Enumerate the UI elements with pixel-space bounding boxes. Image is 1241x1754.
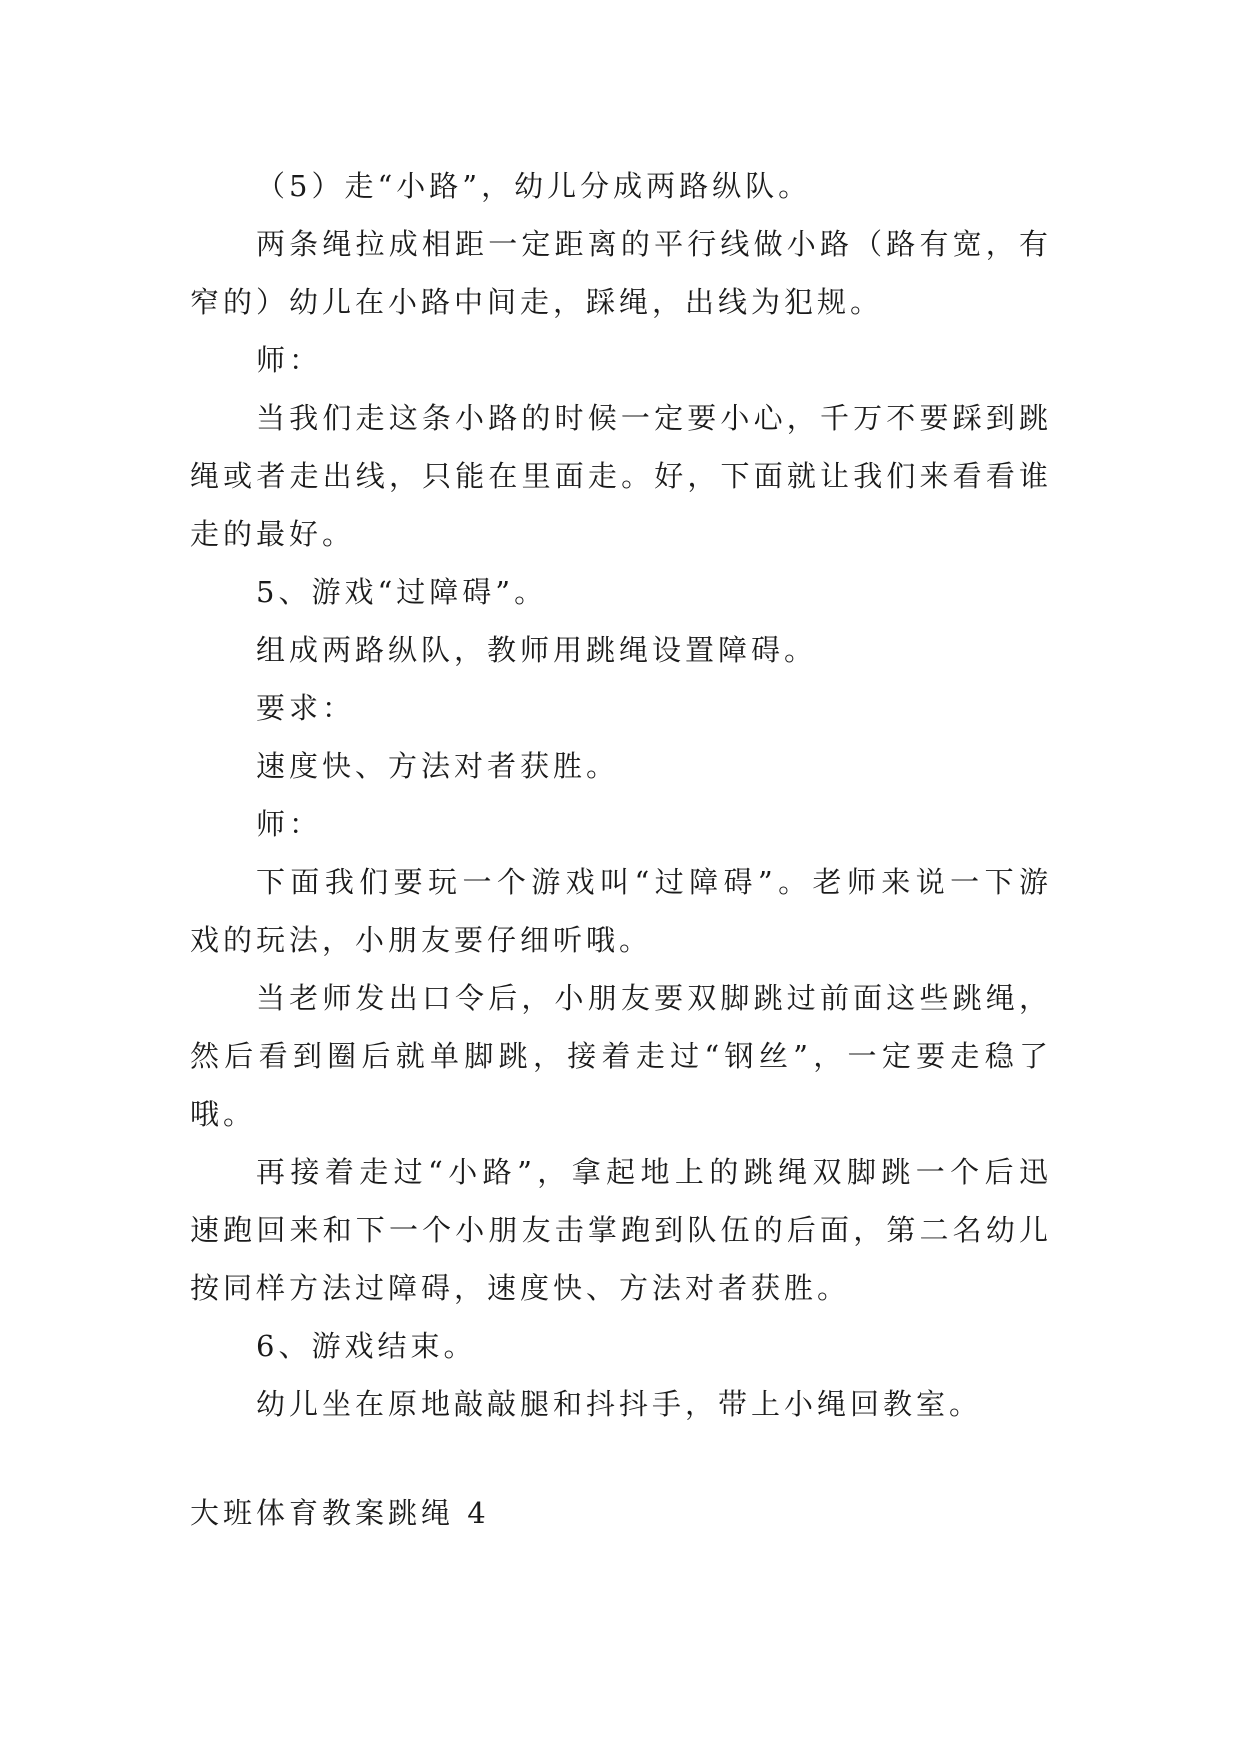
section-heading: 大班体育教案跳绳 4 <box>190 1496 490 1530</box>
paragraph-requirements-label: 要求： <box>256 691 356 725</box>
paragraph-cooldown: 幼儿坐在原地敲敲腿和抖抖手，带上小绳回教室。 <box>256 1387 983 1421</box>
paragraph-walk-path-formation: （5）走“小路”，幼儿分成两路纵队。 <box>256 169 812 203</box>
paragraph-obstacle-setup: 组成两路纵队，教师用跳绳设置障碍。 <box>256 633 818 667</box>
paragraph-teacher-label: 师： <box>256 343 323 377</box>
paragraph-requirements: 速度快、方法对者获胜。 <box>256 749 620 783</box>
paragraph-game-continue: 再接着走过“小路”，拿起地上的跳绳双脚跳一个后迅速跑回来和下一个小朋友击掌跑到队伍的后面，第二名幼儿按同样方法过障碍，速度快、方法对者获胜。 <box>190 1155 1052 1305</box>
paragraph-game-obstacle-title: 5、游戏“过障碍”。 <box>256 575 548 609</box>
paragraph-teacher-instruction-path: 当我们走这条小路的时候一定要小心，千万不要踩到跳绳或者走出线，只能在里面走。好，下面就让我们来看看谁走的最好。 <box>190 401 1052 551</box>
paragraph-walk-path-rules: 两条绳拉成相距一定距离的平行线做小路（路有宽，有窄的）幼儿在小路中间走，踩绳，出线为犯规。 <box>190 227 1052 319</box>
paragraph-teacher-label-2: 师： <box>256 807 323 841</box>
paragraph-game-steps: 当老师发出口令后，小朋友要双脚跳过前面这些跳绳，然后看到圈后就单脚跳，接着走过“钢丝”，一定要走稳了哦。 <box>190 981 1052 1131</box>
paragraph-game-intro: 下面我们要玩一个游戏叫“过障碍”。老师来说一下游戏的玩法，小朋友要仔细听哦。 <box>190 865 1052 957</box>
body-text <box>190 157 1052 1433</box>
paragraph-game-end-title: 6、游戏结束。 <box>256 1329 477 1363</box>
